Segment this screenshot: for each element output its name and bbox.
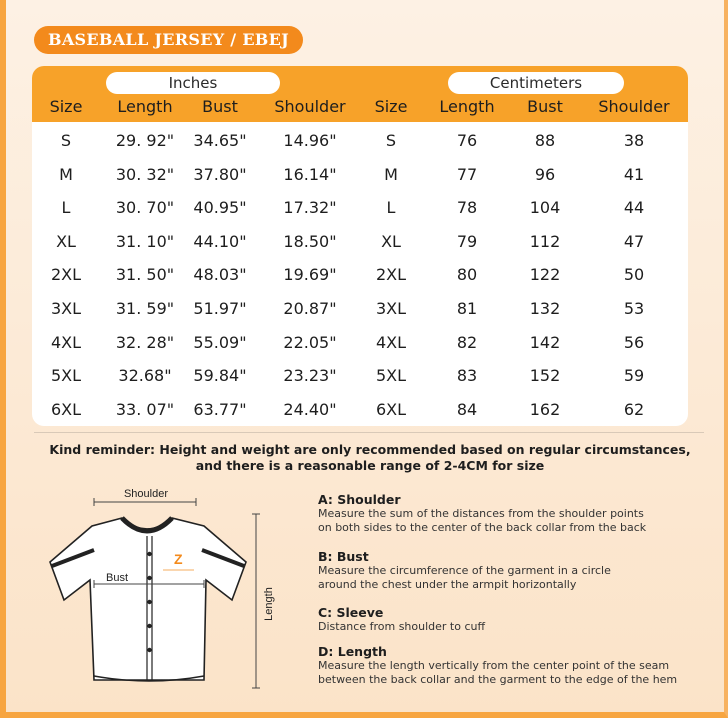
kind-reminder [40,442,700,474]
cell-length-in: 32. 28" [115,332,175,352]
cell-shoulder-cm: 53 [623,299,645,318]
desc-shoulder [318,492,708,535]
cell-size: L [61,198,71,218]
jersey-button [147,648,151,652]
cell-shoulder-in: 20.87" [283,299,337,318]
col-header-size-cm: Size [374,97,408,116]
cell-size: 6XL [50,399,82,419]
section-divider [34,432,704,433]
group-label-centimeters: Centimeters [448,72,624,94]
jersey-button [147,552,151,556]
cell-bust-in: 51.97" [193,299,247,318]
cell-bust-cm: 96 [534,164,556,184]
page-title: BASEBALL JERSEY / EBEJ [34,26,303,54]
table-row [32,359,688,392]
cell-size: 4XL [50,332,82,352]
desc-line: around the chest under the armpit horizontally [318,578,577,591]
cell-bust-cm: 162 [529,399,561,419]
cell-length-in: 29. 92" [115,131,175,150]
cell-bust-in: 59.84" [193,366,247,386]
desc-line: Distance from shoulder to cuff [318,620,486,633]
desc-line: Measure the sum of the distances from the shoulder points [318,507,644,520]
table-row [32,292,688,325]
desc-line: between the back collar and the garment to the edge of the hem [318,673,678,686]
cell-shoulder-cm: 38 [623,131,645,150]
cell-bust-cm: 132 [529,299,561,318]
cell-size-cm: M [384,164,398,184]
jersey-diagram [36,480,296,700]
cell-size: S [60,131,72,150]
cell-shoulder-cm: 50 [623,265,645,285]
cell-length-cm: 78 [456,198,478,218]
cell-size-cm: XL [381,231,401,251]
cell-size-cm: 3XL [375,299,407,318]
desc-bust [318,549,708,592]
cell-size: 2XL [50,265,82,285]
table-row [32,393,688,426]
cell-shoulder-in: 16.14" [283,164,337,184]
cell-length-in: 31. 59" [115,299,175,318]
reminder-line-1: Kind reminder: Height and weight are only recommended based on regular circumstances, [49,442,691,457]
cell-length-in: 30. 70" [115,198,175,218]
cell-length-cm: 83 [456,366,478,386]
cell-length-in: 31. 50" [115,265,175,285]
cell-length-cm: 84 [456,399,478,419]
cell-bust-cm: 152 [529,366,561,386]
cell-bust-in: 37.80" [193,164,247,184]
jersey-button [147,624,151,628]
cell-length-in: 30. 32" [115,164,175,184]
col-header-length: Length [117,97,173,116]
cell-length-cm: 77 [456,164,478,184]
cell-shoulder-in: 23.23" [283,366,337,386]
cell-length-cm: 82 [456,332,478,352]
cell-bust-in: 55.09" [193,332,247,352]
col-header-shoulder: Shoulder [274,97,346,116]
cell-size-cm: 5XL [375,366,407,386]
cell-size: M [59,164,73,184]
length-label: Length [263,587,275,621]
cell-size-cm: 2XL [375,265,407,285]
table-row [32,326,688,359]
cell-length-cm: 79 [456,231,478,251]
cell-length-cm: 80 [456,265,478,285]
cell-length-in: 32.68" [118,366,172,386]
jersey-button [147,600,151,604]
table-row [32,158,688,191]
shoulder-label: Shoulder [123,488,169,500]
table-row [32,124,688,157]
col-header-length-cm: Length [439,97,495,116]
cell-bust-cm: 142 [529,332,561,352]
jersey-button [147,576,151,580]
cell-shoulder-in: 14.96" [283,131,337,150]
cell-shoulder-cm: 56 [623,332,645,352]
cell-shoulder-in: 18.50" [283,231,337,251]
cell-bust-in: 48.03" [193,265,247,285]
cell-shoulder-cm: 44 [623,198,645,218]
bust-label: Bust [106,572,129,584]
cell-bust-in: 34.65" [193,131,247,150]
cell-size-cm: S [385,131,397,150]
desc-line: Measure the circumference of the garment in a circle [318,564,611,577]
cell-bust-cm: 104 [529,198,561,218]
table-row [32,258,688,291]
cell-bust-cm: 112 [529,231,561,251]
cell-shoulder-in: 19.69" [283,265,337,285]
cell-size: XL [56,231,76,251]
cell-shoulder-in: 24.40" [283,399,337,419]
col-header-size: Size [49,97,83,116]
cell-length-cm: 76 [456,131,478,150]
cell-bust-in: 63.77" [193,399,247,419]
col-header-shoulder-cm: Shoulder [598,97,670,116]
table-row [32,225,688,258]
cell-shoulder-cm: 59 [623,366,645,386]
desc-title: C: Sleeve [318,605,384,620]
cell-size-cm: 4XL [375,332,407,352]
cell-bust-in: 44.10" [193,231,247,251]
jersey-outline [50,518,246,680]
cell-length-in: 31. 10" [115,231,175,251]
cell-bust-cm: 88 [534,131,556,150]
desc-title: A: Shoulder [318,492,401,507]
col-header-bust-cm: Bust [527,97,563,116]
desc-line: on both sides to the center of the back collar from the back [318,521,647,534]
cell-shoulder-in: 17.32" [283,198,337,218]
group-label-inches: Inches [106,72,280,94]
desc-line: Measure the length vertically from the center point of the seam [318,659,670,672]
cell-size-cm: 6XL [375,399,407,419]
cell-size-cm: L [386,198,396,218]
cell-shoulder-cm: 47 [623,231,645,251]
cell-shoulder-cm: 41 [623,164,645,184]
desc-length [318,644,708,687]
table-row [32,191,688,224]
reminder-line-2: and there is a reasonable range of 2-4CM for size [195,458,545,473]
cell-bust-cm: 122 [529,265,561,285]
cell-bust-in: 40.95" [193,198,247,218]
desc-title: D: Length [318,644,387,659]
col-header-bust: Bust [202,97,238,116]
size-table [32,66,688,426]
cell-shoulder-in: 22.05" [283,332,337,352]
cell-size: 5XL [50,366,82,386]
cell-shoulder-cm: 62 [623,399,645,419]
cell-length-in: 33. 07" [115,399,175,419]
desc-sleeve [318,605,708,634]
cell-size: 3XL [50,299,82,318]
table-header [32,66,688,122]
desc-title: B: Bust [318,549,369,564]
brand-logo-icon: Z [174,551,183,567]
cell-length-cm: 81 [456,299,478,318]
